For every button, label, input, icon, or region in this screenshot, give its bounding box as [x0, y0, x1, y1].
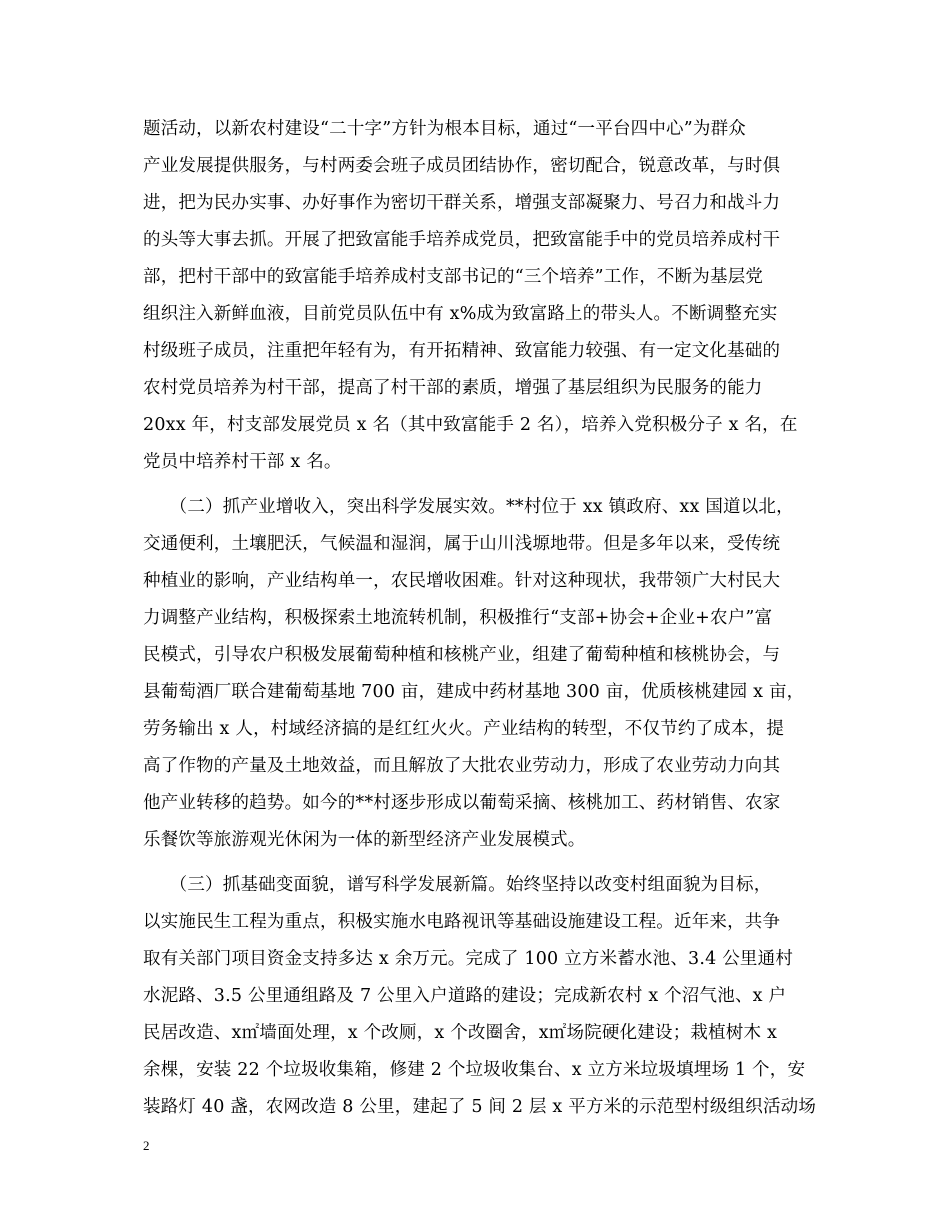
text-line: 20xx 年，村支部发展党员 x 名（其中致富能手 2 名），培养入党积极分子 x 名，在	[143, 415, 798, 435]
paragraph-3	[143, 867, 823, 1126]
text-line: 他产业转移的趋势。如今的**村逐步形成以葡萄采摘、核桃加工、药材销售、农家	[143, 793, 781, 813]
text-line: 高了作物的产量及土地效益，而且解放了大批农业劳动力，形成了农业劳动力向其	[143, 756, 781, 776]
text-line: 部，把村干部中的致富能手培养成村支部书记的“三个培养”工作，不断为基层党	[143, 267, 764, 287]
text-line: 余棵，安装 22 个垃圾收集箱，修建 2 个垃圾收集台、x 立方米垃圾填埋场 1 个，安	[143, 1060, 806, 1080]
paragraph-1	[143, 111, 823, 481]
document-body	[143, 111, 823, 1126]
text-line: 取有关部门项目资金支持多达 x 余万元。完成了 100 立方米蓄水池、3.4 公里通村	[143, 949, 794, 969]
text-line: 组织注入新鲜血液，目前党员队伍中有 x%成为致富路上的带头人。不断调整充实	[143, 304, 778, 324]
text-line: 装路灯 40 盏，农网改造 8 公里，建起了 5 间 2 层 x 平方米的示范型村级组织活动场	[143, 1097, 817, 1117]
text-line: 农村党员培养为村干部，提高了村干部的素质，增强了基层组织为民服务的能力	[143, 378, 763, 398]
text-line: 劳务输出 x 人，村域经济搞的是红红火火。产业结构的转型，不仅节约了成本，提	[143, 719, 785, 739]
text-line: （二）抓产业增收入，突出科学发展实效。**村位于 xx 镇政府、xx 国道以北，	[143, 497, 794, 517]
text-line: 民居改造、x㎡墙面处理，x 个改厕，x 个改圈舍，x㎡场院硬化建设；栽植树木 x	[143, 1023, 778, 1043]
text-line: 题活动，以新农村建设“二十字”方针为根本目标，通过“一平台四中心”为群众	[143, 119, 746, 139]
text-line: （三）抓基础变面貌，谱写科学发展新篇。始终坚持以改变村组面貌为目标，	[143, 875, 772, 895]
paragraph-spacer	[143, 859, 823, 867]
text-line: 水泥路、3.5 公里通组路及 7 公里入户道路的建设；完成新农村 x 个沼气池、x 户	[143, 986, 787, 1006]
text-line: 以实施民生工程为重点，积极实施水电路视讯等基础设施建设工程。近年来，共争	[143, 912, 781, 932]
text-line: 党员中培养村干部 x 名。	[143, 452, 342, 472]
text-line: 村级班子成员，注重把年轻有为，有开拓精神、致富能力较强、有一定文化基础的	[143, 341, 781, 361]
paragraph-spacer	[143, 481, 823, 489]
text-line: 交通便利，土壤肥沃，气候温和湿润，属于山川浅塬地带。但是多年以来，受传统	[143, 534, 781, 554]
text-line: 种植业的影响，产业结构单一，农民增收困难。针对这种现状，我带领广大村民大	[143, 571, 781, 591]
text-line: 乐餐饮等旅游观光休闲为一体的新型经济产业发展模式。	[143, 830, 586, 850]
text-line: 县葡萄酒厂联合建葡萄基地 700 亩，建成中药材基地 300 亩，优质核桃建园 x 亩，	[143, 682, 805, 702]
text-line: 进，把为民办实事、办好事作为密切干群关系，增强支部凝聚力、号召力和战斗力	[143, 193, 781, 213]
text-line: 民模式，引导农户积极发展葡萄种植和核桃产业，组建了葡萄种植和核桃协会，与	[143, 645, 781, 665]
text-line: 产业发展提供服务，与村两委会班子成员团结协作，密切配合，锐意改革，与时俱	[143, 156, 781, 176]
paragraph-2	[143, 489, 823, 859]
page-number: 2	[143, 1138, 150, 1153]
text-line: 的头等大事去抓。开展了把致富能手培养成党员，把致富能手中的党员培养成村干	[143, 230, 781, 250]
text-line: 力调整产业结构，积极探索土地流转机制，积极推行“支部+协会+企业+农户”富	[143, 608, 773, 628]
